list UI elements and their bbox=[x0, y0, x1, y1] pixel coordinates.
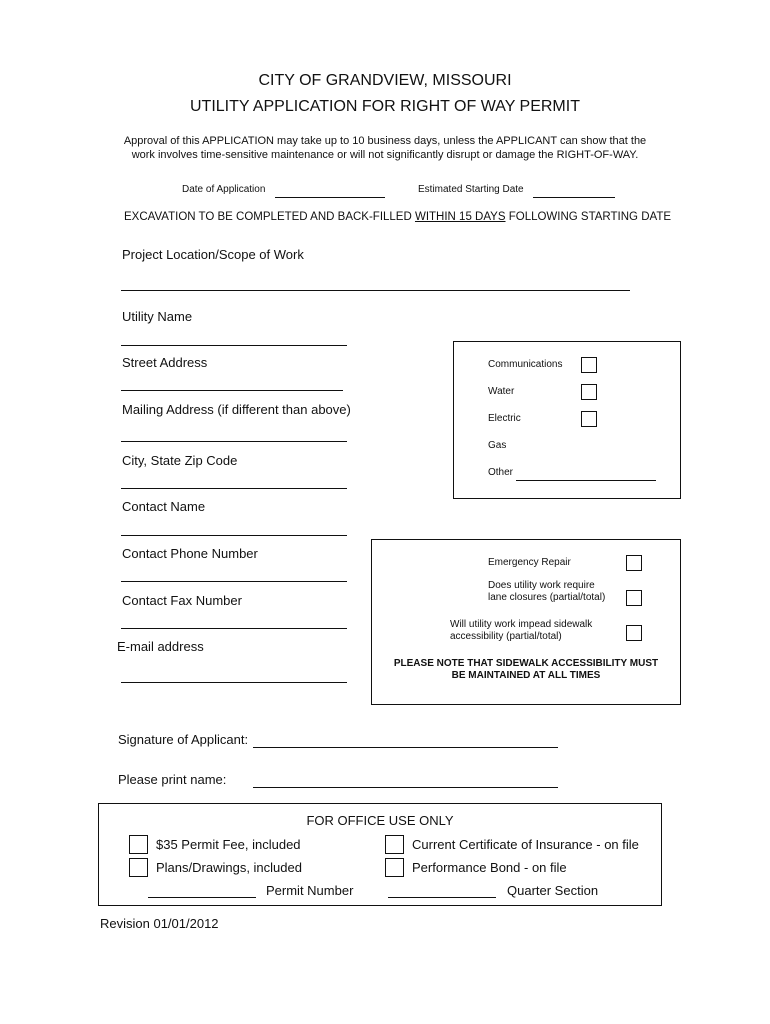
contact-fax-label: Contact Fax Number bbox=[122, 593, 242, 608]
emergency-repair-checkbox[interactable] bbox=[626, 555, 642, 571]
insurance-checkbox[interactable] bbox=[385, 835, 404, 854]
insurance-label: Current Certificate of Insurance - on file bbox=[412, 837, 639, 852]
gas-label: Gas bbox=[488, 440, 507, 451]
emergency-repair-label: Emergency Repair bbox=[488, 557, 571, 568]
performance-bond-label: Performance Bond - on file bbox=[412, 860, 567, 875]
title-city: CITY OF GRANDVIEW, MISSOURI bbox=[258, 72, 512, 89]
plans-drawings-label: Plans/Drawings, included bbox=[156, 860, 302, 875]
utility-name-field[interactable] bbox=[121, 345, 347, 346]
sidewalk-note-line-2: BE MAINTAINED AT ALL TIMES bbox=[451, 670, 601, 681]
print-name-label: Please print name: bbox=[118, 772, 227, 787]
contact-name-label: Contact Name bbox=[122, 499, 206, 514]
revision-date: Revision 01/01/2012 bbox=[100, 916, 219, 931]
intro-line-2: work involves time-sensitive maintenance or will not significantly disrupt or damage the RIGHT-OF-WAY. bbox=[131, 149, 639, 161]
intro-line-1: Approval of this APPLICATION may take up to 10 business days, unless the APPLICANT can show that the bbox=[123, 135, 647, 147]
city-state-zip-label: City, State Zip Code bbox=[122, 453, 238, 468]
contact-phone-field[interactable] bbox=[121, 581, 347, 582]
contact-phone-label: Contact Phone Number bbox=[122, 546, 258, 561]
sidewalk-checkbox[interactable] bbox=[626, 625, 642, 641]
other-field[interactable] bbox=[516, 480, 656, 481]
water-label: Water bbox=[488, 386, 515, 397]
permit-number-field[interactable] bbox=[148, 897, 256, 898]
permit-number-label: Permit Number bbox=[266, 883, 354, 898]
title-permit: UTILITY APPLICATION FOR RIGHT OF WAY PERMIT bbox=[190, 98, 580, 115]
street-address-label: Street Address bbox=[122, 355, 208, 370]
excavation-suffix: FOLLOWING STARTING DATE bbox=[508, 211, 672, 223]
lane-closure-line-2: lane closures (partial/total) bbox=[488, 592, 606, 603]
excavation-deadline: WITHIN 15 DAYS bbox=[414, 211, 506, 223]
project-location-field[interactable] bbox=[121, 290, 630, 291]
mailing-address-field[interactable] bbox=[121, 441, 347, 442]
print-name-field[interactable] bbox=[253, 787, 558, 788]
plans-drawings-checkbox[interactable] bbox=[129, 858, 148, 877]
sidewalk-line-1: Will utility work impead sidewalk bbox=[450, 619, 593, 630]
estimated-start-field[interactable] bbox=[533, 197, 615, 198]
contact-name-field[interactable] bbox=[121, 535, 347, 536]
project-location-label: Project Location/Scope of Work bbox=[122, 247, 304, 262]
permit-fee-checkbox[interactable] bbox=[129, 835, 148, 854]
mailing-address-label: Mailing Address (if different than above) bbox=[122, 402, 351, 417]
quarter-section-field[interactable] bbox=[388, 897, 496, 898]
date-of-application-field[interactable] bbox=[275, 197, 385, 198]
permit-fee-label: $35 Permit Fee, included bbox=[156, 837, 301, 852]
electric-label: Electric bbox=[488, 413, 521, 424]
quarter-section-label: Quarter Section bbox=[507, 883, 599, 898]
email-label: E-mail address bbox=[117, 639, 204, 654]
city-state-zip-field[interactable] bbox=[121, 488, 347, 489]
performance-bond-checkbox[interactable] bbox=[385, 858, 404, 877]
other-label: Other bbox=[488, 467, 514, 478]
utility-name-label: Utility Name bbox=[122, 309, 193, 324]
estimated-start-label: Estimated Starting Date bbox=[418, 184, 524, 195]
street-address-field[interactable] bbox=[121, 390, 343, 391]
excavation-notice bbox=[124, 211, 671, 223]
lane-closure-line-1: Does utility work require bbox=[488, 580, 595, 591]
electric-checkbox[interactable] bbox=[581, 411, 597, 427]
communications-label: Communications bbox=[488, 359, 563, 370]
lane-closure-checkbox[interactable] bbox=[626, 590, 642, 606]
signature-field[interactable] bbox=[253, 747, 558, 748]
signature-label: Signature of Applicant: bbox=[118, 732, 249, 747]
excavation-prefix: EXCAVATION TO BE COMPLETED AND BACK-FILLED bbox=[124, 211, 412, 223]
sidewalk-line-2: accessibility (partial/total) bbox=[450, 631, 562, 642]
office-use-title: FOR OFFICE USE ONLY bbox=[306, 813, 454, 828]
water-checkbox[interactable] bbox=[581, 384, 597, 400]
contact-fax-field[interactable] bbox=[121, 628, 347, 629]
date-of-application-label: Date of Application bbox=[182, 184, 266, 195]
email-field[interactable] bbox=[121, 682, 347, 683]
communications-checkbox[interactable] bbox=[581, 357, 597, 373]
sidewalk-note-line-1: PLEASE NOTE THAT SIDEWALK ACCESSIBILITY MUST bbox=[393, 658, 659, 669]
